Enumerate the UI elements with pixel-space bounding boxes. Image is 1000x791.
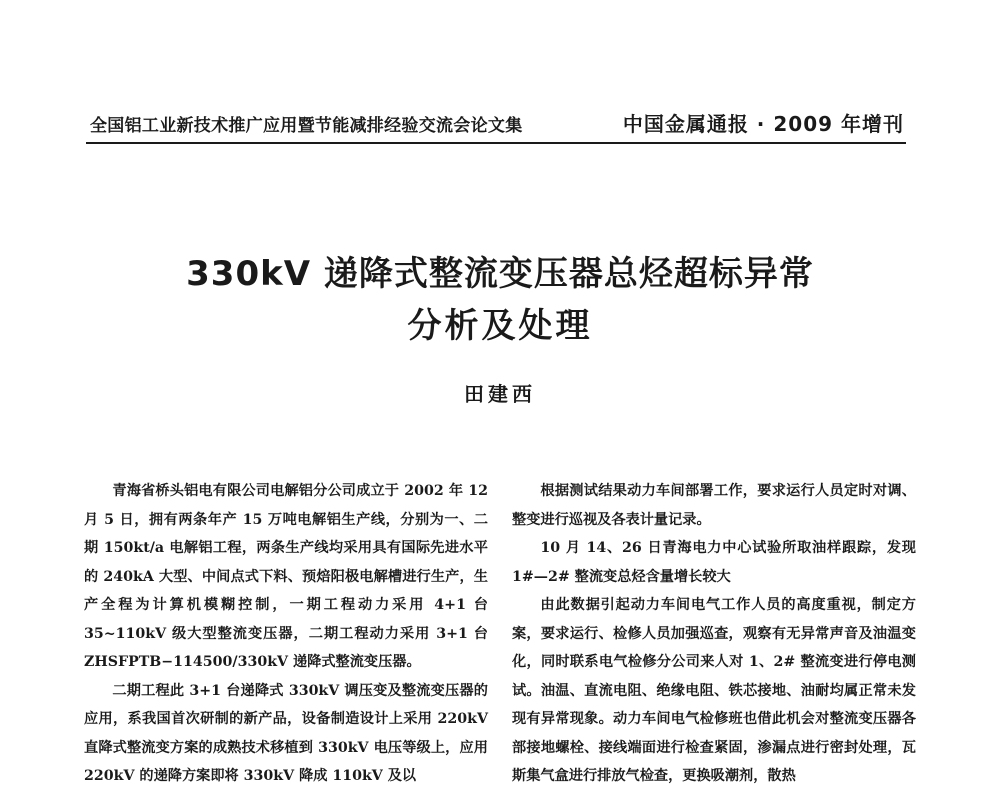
paper-title-line-1: 330kV 递降式整流变压器总烃超标异常 — [186, 254, 814, 294]
paper-title-line-2: 分析及处理 — [407, 306, 593, 346]
body-paragraph: 二期工程此 3+1 台递降式 330kV 调压变及整流变压器的应用，系我国首次研制的新产品，设备制造设计上采用 220kV 直降式整流变方案的成熟技术移植到 330kV 电压等级上，应用 220kV 的递降方案即将 330kV 降成 110kV 及以 — [84, 682, 488, 784]
journal-issue: 中国金属通报 · 2009 年增刊 — [622, 112, 904, 136]
proceedings-title: 全国铝工业新技术推广应用暨节能减排经验交流会论文集 — [90, 116, 523, 136]
running-header — [86, 100, 906, 144]
body-paragraph: 根据测试结果动力车间部署工作，要求运行人员定时对调、整变进行巡视及各表计量记录。 — [512, 483, 916, 528]
header-rule — [86, 142, 906, 144]
body-paragraph: 青海省桥头铝电有限公司电解铝分公司成立于 2002 年 12 月 5 日，拥有两条年产 15 万吨电解铝生产线，分别为一、二期 150kt/a 电解铝工程，两条生产线均采用具有国际先进水平的 240kA 大型、中间点式下料、预焙阳极电解槽进行生产，生产全程为计算机模糊控制，一期工程动力采用 4+1 台 35~110kV 级大型整流变压器，二期工程动力采用 3+1 台 ZHSFPTB−114500/330kV 递降式整流变压器。 — [84, 483, 488, 670]
body-column-left — [84, 477, 488, 791]
author-name: 田建西 — [464, 382, 536, 406]
body-paragraph: 10 月 14、26 日青海电力中心试验所取油样跟踪，发现 1#—2# 整流变总烃含量增长较大 — [512, 540, 916, 585]
body-column-right — [512, 477, 916, 791]
body-paragraph: 由此数据引起动力车间电气工作人员的高度重视，制定方案，要求运行、检修人员加强巡查，观察有无异常声音及油温变化，同时联系电气检修分公司来人对 1、2# 整流变进行停电测试。油温、直流电阻、绝缘电阻、铁芯接地、油耐均属正常未发现有异常现象。动力车间电气检修班也借此机会对整流变压器各部接地螺栓、接线端面进行检查紧固，渗漏点进行密封处理，瓦斯集气盒进行排放气检查，更换吸潮剂，散热 — [512, 597, 916, 784]
